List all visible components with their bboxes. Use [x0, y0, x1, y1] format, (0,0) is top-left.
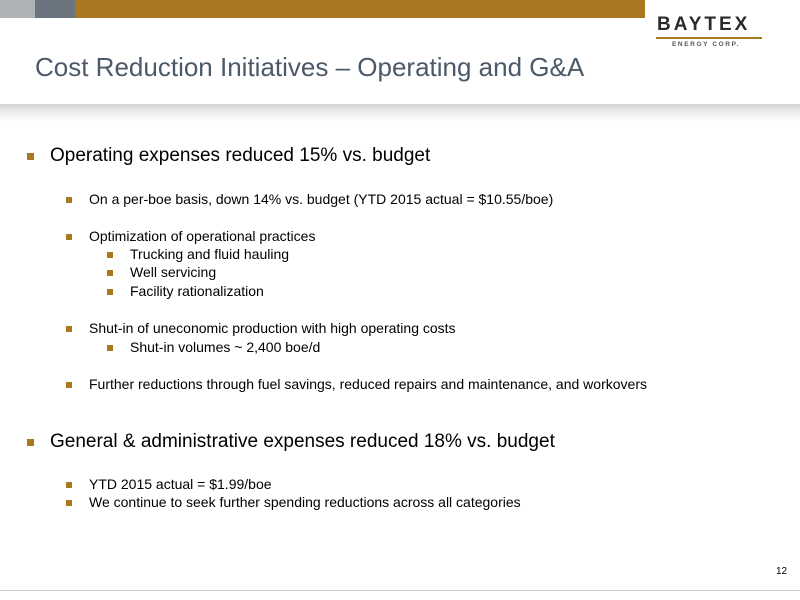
sub-list-item: Facility rationalization [130, 283, 264, 299]
bullet-icon [107, 345, 113, 351]
list-item: Optimization of operational practices [89, 228, 316, 244]
list-item: Shut-in of uneconomic production with high operating costs [89, 320, 456, 336]
band-segment-gold [75, 0, 645, 18]
bullet-icon [66, 234, 72, 240]
page-number: 12 [776, 566, 788, 577]
sub-list-item: Well servicing [130, 264, 217, 280]
baytex-logo [650, 14, 768, 50]
list-item: On a per-boe basis, down 14% vs. budget (YTD 2015 actual = $10.55/boe) [89, 191, 554, 207]
sub-list-item: Shut-in volumes ~ 2,400 boe/d [130, 339, 321, 355]
logo-wordmark: BAYTEX [657, 14, 751, 35]
logo-subtitle: ENERGY CORP. [672, 41, 741, 48]
list-item: YTD 2015 actual = $1.99/boe [89, 476, 272, 492]
footer-rule [0, 590, 800, 591]
band-segment-light-gray [0, 0, 35, 18]
bullet-icon [107, 252, 113, 258]
band-segment-dark-gray [35, 0, 75, 18]
bullet-icon [66, 500, 72, 506]
bullet-icon [66, 197, 72, 203]
section-heading: Operating expenses reduced 15% vs. budget [50, 145, 431, 166]
bullet-icon [107, 289, 113, 295]
bullet-icon [66, 482, 72, 488]
list-item: Further reductions through fuel savings, reduced repairs and maintenance, and workovers [89, 376, 647, 392]
sub-list-item: Trucking and fluid hauling [130, 246, 290, 262]
bullet-icon [66, 382, 72, 388]
list-item: We continue to seek further spending reductions across all categories [89, 494, 521, 510]
slide-title: Cost Reduction Initiatives – Operating and G&A [35, 52, 585, 82]
header-divider [0, 104, 800, 122]
bullet-icon [27, 153, 34, 160]
logo-rule [656, 37, 762, 39]
bullet-icon [27, 439, 34, 446]
bullet-icon [107, 270, 113, 276]
bullet-icon [66, 326, 72, 332]
section-heading: General & administrative expenses reduced 18% vs. budget [50, 431, 555, 452]
